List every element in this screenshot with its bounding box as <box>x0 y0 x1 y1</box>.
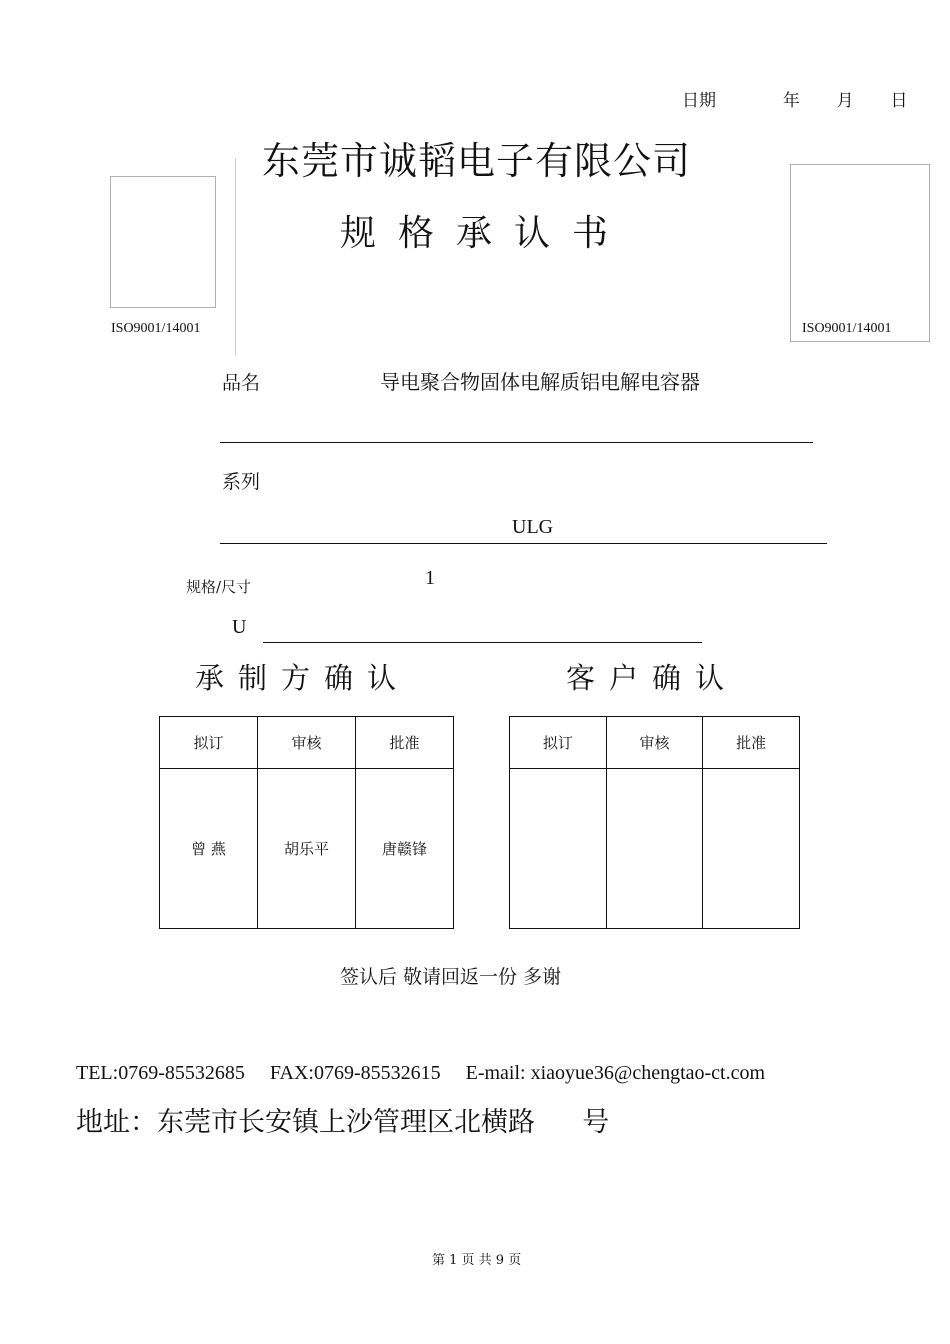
spec-underline <box>263 642 702 643</box>
company-name: 东莞市诚韬电子有限公司 <box>262 139 692 183</box>
contact-fax: FAX:0769-85532615 <box>269 1062 441 1084</box>
document-title: 规格承认书 <box>340 213 631 254</box>
contact-line <box>76 1062 785 1085</box>
product-label: 品名 <box>222 372 261 394</box>
date-day: 日 <box>890 91 908 111</box>
customer-confirm-title: 客户确认 <box>566 661 739 695</box>
customer-signature-review[interactable] <box>606 769 703 929</box>
spec-label: 规格/尺寸 <box>186 578 252 596</box>
maker-signature-draft: 曾 燕 <box>160 769 258 929</box>
contact-email: E-mail: xiaoyue36@chengtao-ct.com <box>465 1062 766 1084</box>
date-year: 年 <box>782 91 800 111</box>
iso-left-label: ISO9001/14001 <box>111 321 201 336</box>
address-line <box>76 1100 609 1139</box>
maker-confirm-title: 承制方确认 <box>195 661 411 695</box>
product-underline <box>220 442 813 443</box>
customer-header-review: 审核 <box>606 717 703 769</box>
series-label: 系列 <box>222 471 261 493</box>
maker-header-draft: 拟订 <box>160 717 258 769</box>
left-certificate-box <box>110 176 216 308</box>
product-value: 导电聚合物固体电解质铝电解电容器 <box>380 370 700 394</box>
maker-signature-approve: 唐赣锋 <box>356 769 454 929</box>
return-note: 签认后 敬请回返一份 多谢 <box>340 966 562 988</box>
date-label: 日期 <box>682 91 716 111</box>
page-footer: 第 1 页 共 9 页 <box>432 1253 522 1268</box>
date-line <box>682 86 907 111</box>
customer-header-approve: 批准 <box>703 717 800 769</box>
series-underline <box>220 543 827 544</box>
date-month: 月 <box>836 91 854 111</box>
iso-right-label: ISO9001/14001 <box>802 321 892 336</box>
maker-signature-review: 胡乐平 <box>258 769 356 929</box>
customer-signature-table <box>509 716 800 929</box>
address-suffix: 号 <box>582 1107 610 1138</box>
address-text: 地址：东莞市长安镇上沙管理区北横路 <box>76 1107 535 1138</box>
maker-header-review: 审核 <box>258 717 356 769</box>
maker-signature-table <box>159 716 454 929</box>
maker-header-approve: 批准 <box>356 717 454 769</box>
left-divider <box>235 158 236 356</box>
spec-value: 1 <box>425 567 435 589</box>
right-certificate-box <box>790 164 930 342</box>
spec-unit: U <box>232 616 247 638</box>
series-value: ULG <box>512 516 554 538</box>
customer-header-draft: 拟订 <box>510 717 607 769</box>
customer-signature-draft[interactable] <box>510 769 607 929</box>
contact-tel: TEL:0769-85532685 <box>76 1062 245 1084</box>
customer-signature-approve[interactable] <box>703 769 800 929</box>
